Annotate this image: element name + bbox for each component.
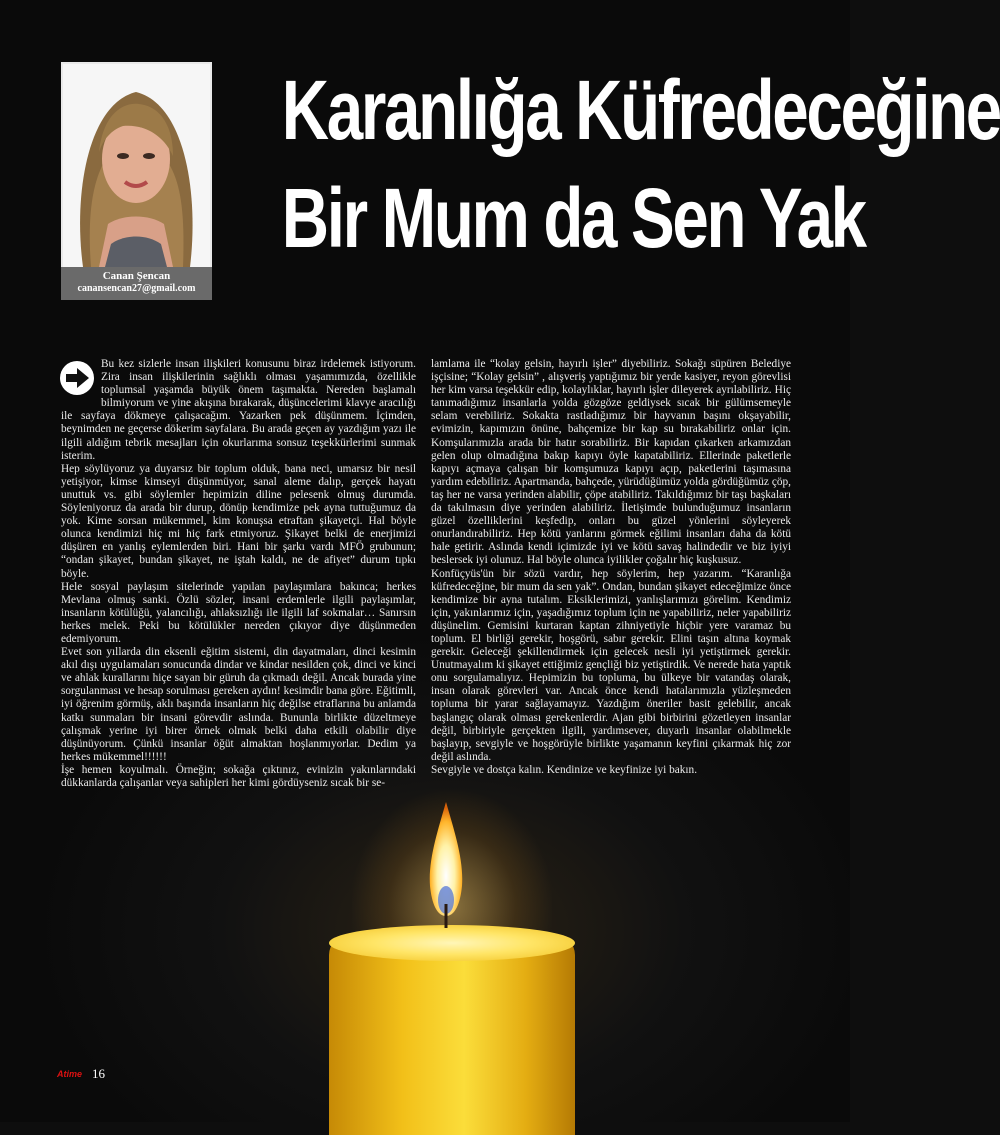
column-right-text: lamlama ile “kolay gelsin, hayırlı işler” diyebiliriz. Sokağı süpüren Belediye işçisine; “Kolay gelsin” , alışveriş yaptığımız bir yerde kasiyer, reyon görevlisi her kim varsa teşekkür edip, kolaylıklar, hayırlı işler dileyerek ayrılabiliriz. Hiç tanımadığımız insanlarla yolda gözgöze geldiysek sıcak bir gülümsemeyle selam verebiliriz. Sokakta rastladığımız bir hayvanın başını okşayabilir, evimizin, kapımızın önüne, bahçemize bir kap su bırakabiliriz onlar için. Komşularımızla arada bir hatır sorabiliriz. Bir kapıdan çıkarken arkamızdan gelen olup olmadığına bakıp kapıyı öyle kapatabiliriz. Ellerinde paketlerle kapıyı açmaya çalışan bir komşumuza kapıyı açıp, paketlerini taşımasına yardım edebiliriz. Apartmanda, bahçede, yürüdüğümüz yolda gördüğümüz çöp, taş her ne varsa yerinden alabilir, çöpe atabiliriz. Takıldığımız bir taşı başkaları da takılmasın diye yerinden alabiliriz. İletişimde bulunduğumuz insanların güzel özelliklerini keşfedip, onları bu güzel yönlerini söyleyerek onurlandırabiliriz. Hep kötü yanlarını görmek eğilimi insanları daha da kötü hale getirir. Aslında kendi içimizde iyi ve kötü savaş halindedir ve biz iyiyi beslersek iyi olunuz. Hal böyle olunca iyilikler çoğalır hiç kuşkusuz. Konfüçyüs'ün bir sözü vardır, hep söylerim, hep yazarım. “Karanlığa küfredeceğine, bir mum da sen yak”. Ondan, bundan şikayet edeceğimize önce kendimize bir ayna tutalım. Eksiklerimizi, yanlışlarımızı görelim. Kendimiz için, yakınlarımız için, yaşadığımız toplum için ne yapabiliriz, neler yapabiliriz düşünelim. Gemisini kurtaran kaptan zihniyetiyle hiçbir yere varamaz bu toplum. El birliği gerekir, hoşgörü, sabır gerekir. Elini taşın altına koymak gerekir. Geleceği şekillendirmek için gelecek nesli iyi yetiştirmek gerekir. Unutmayalım ki şikayet ettiğimiz gençliği biz yetiştirdik. Ve nerede hata yaptık onu sorgulamalıyız. Hepimizin bu topluma, bu ülkeye bir vatandaş olarak, insan olarak görevleri var. Ancak önce kendi hatalarımızla yüzleşmeden topluma bir yarar sağlayamayız. Yazdığım öneriler basit gelebilir, ancak başlangıç olarak olması gerekenlerdir. Ajan gibi birbirini gözetleyen insanlar değil, birbiriyle gerçekten ilgili, yardımsever, duyarlı insanlar olabilmekle başlayıp, sevgiyle ve hoşgörüyle birlikte yaşamanın keyfini çıkarmak hiç zor değil aslında. Sevgiyle ve dostça kalın. Kendinize ve keyfinize iyi bakın. [431, 358, 791, 776]
magazine-logo: Atime [57, 1069, 83, 1079]
author-caption [61, 267, 212, 300]
title-line-2: Bir Mum da Sen Yak [281, 171, 865, 265]
author-name: Canan Şencan [102, 270, 171, 282]
candle-flame-icon [424, 800, 468, 930]
lead-spacer [61, 358, 101, 398]
article-title [218, 56, 1000, 272]
author-photo [63, 64, 210, 267]
page-number: 16 [92, 1066, 105, 1081]
column-left-text: Bu kez sizlerle insan ilişkileri konusunu biraz irdelemek istiyorum. Zira insan ilişkilerinin sağlıklı olması yaşamımızda, özellikle toplumsal yaşamda büyük önem taşımakta. Nereden başlamalı bilmiyorum ve yine akışına bırakarak, düşüncelerimi klavye aracılığı ile sayfaya dökmeye çalışacağım. Yazarken pek düşünmem. İçimden, beynimden ne geçerse dökerim sayfalara. Bu arada geçen ay yazdığım yazı ile ilgili aldığım tebrik mesajları için okurlarıma sonsuz teşekkürlerimi sunmak isterim. Hep söylüyoruz ya duyarsız bir toplum olduk, bana neci, umarsız bir nesil yetişiyor, kimse kimseyi düşünmüyor, sanal aleme dalıp, gerçek hayatı unuttuk vs. gibi söylemler hepimizin diline pelesenk olmuş durumda. Söyleniyoruz da arada bir durup, dönüp kendimize pek ayna tuttuğumuz da yok. Kime sorsan mükemmel, kim konuşsa etraftan şikayetçi. Hal böyle olunca kendimizi hiç mi hiç fark etmiyoruz. Şikayet belki de enerjimizi düşüren en yanlış eylemlerden biri. Hani bir şarkı vardı MFÖ grubunun; “ondan şikayet, bundan şikayet, ne iştah kaldı, ne de afiyet” durum tıpkı böyle. Hele sosyal paylaşım sitelerinde yapılan paylaşımlara bakınca; herkes Mevlana olmuş sanki. Özlü sözler, insani erdemlerle ilgili paylaşımlar, insanların kötülüğü, yalancılığı, ahlaksızlığı ile ilgili laf sokmalar… Sanırsın herkes melek. Peki bu kötülükler nereden çıkıyor diye düşünmeden edemiyorum. Evet son yıllarda din eksenli eğitim sistemi, din dayatmaları, dinci kesimin akıl dışı uygulamaları sonucunda dindar ve kindar nesilden çok, dinci ve kinci ve ahlak kurallarını hiçe sayan bir güruh da çıkmadı değil. Ancak burada yine sorgulanması ve hesap sorulması gereken aydın! kesimdir bana göre. Eğitimli, iyi öğrenim görmüş, aklı başında insanların hiç değilse etraflarına bu anlamda katkı sunmaları bir insani görevdir aslında. Bununla birlikte düzeltmeye çalışmak yerine iyi birer örnek olmak belki daha etkili olabilir diye düşünüyorum. Çünkü insanlar öğüt almaktan hoşlanmıyorlar. Dedim ya herkes mükemmel!!!!!! İşe hemen koyulmalı. Örneğin; sokağa çıktınız, evinizin yakınlarındaki dükkanlarda çalışanlar veya sahipleri her kimi gördüyseniz sıcak bir se- [61, 358, 416, 789]
title-line-1: Karanlığa Küfredeceğine [281, 63, 1000, 157]
candle-body [329, 935, 575, 1135]
article-column-left [61, 358, 416, 790]
article-column-right [431, 358, 791, 777]
candle-top [329, 925, 575, 961]
author-box [61, 62, 212, 300]
author-email: canansencan27@gmail.com [77, 283, 196, 294]
